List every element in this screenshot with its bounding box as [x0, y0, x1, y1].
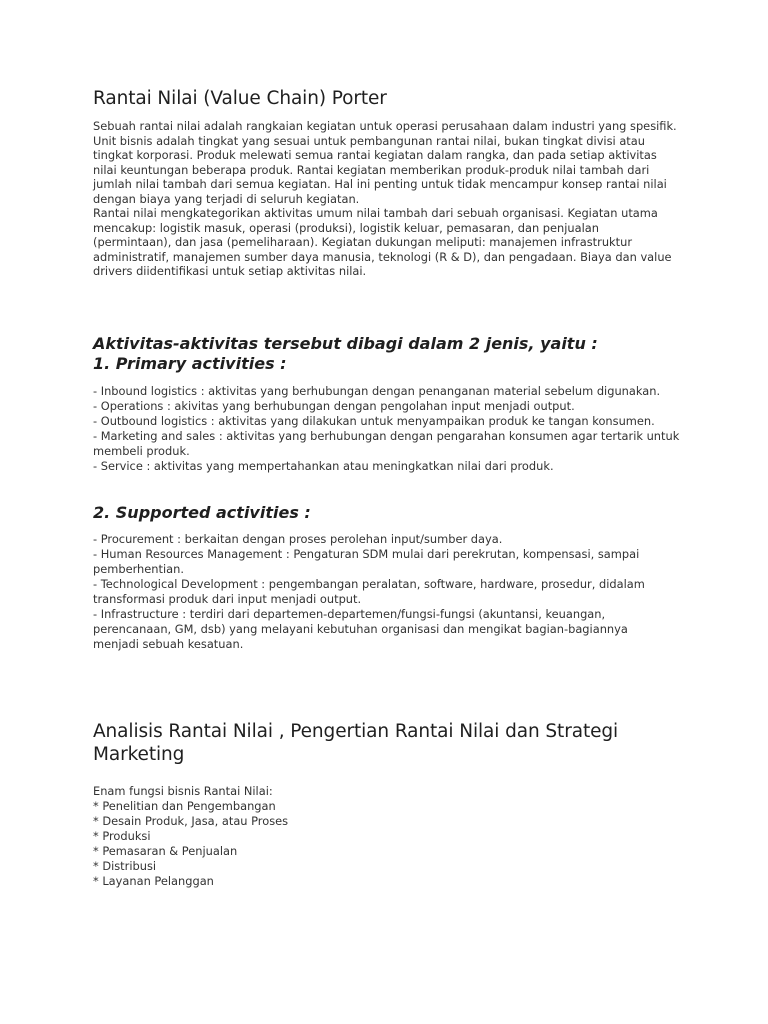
list-supported-activities: [93, 532, 645, 652]
list-item: pemberhentian.: [93, 562, 184, 576]
text-line: drivers diidentifikasi untuk setiap aktivitas nilai.: [93, 264, 367, 278]
list-item: * Produksi: [93, 829, 151, 843]
list-item: * Layanan Pelanggan: [93, 874, 214, 888]
list-item: - Outbound logistics : aktivitas yang dilakukan untuk menyampaikan produk ke tangan konsumen.: [93, 414, 655, 428]
text-line: administratif, manajemen sumber daya manusia, teknologi (R & D), dan pengadaan. Biaya dan value: [93, 249, 672, 264]
section-title-analysis-line2: Marketing: [93, 744, 185, 765]
list-item: - Procurement : berkaitan dengan proses perolehan input/sumber daya.: [93, 532, 503, 546]
section-title-analysis-line1: Analisis Rantai Nilai , Pengertian Rantai Nilai dan Strategi: [93, 721, 619, 742]
list-item: transformasi produk dari input menjadi output.: [93, 592, 362, 606]
text-line: nilai keuntungan beberapa produk. Rantai kegiatan memberikan produk-produk nilai tambah dari: [93, 162, 650, 177]
list-item: - Technological Development : pengembangan peralatan, software, hardware, prosedur, didalam: [93, 577, 645, 591]
text-line: (permintaan), dan jasa (pemeliharaan). Kegiatan dukungan meliputi: manajemen infrastruktur: [93, 235, 633, 249]
list-item: * Distribusi: [93, 859, 157, 873]
list-item: - Operations : akivitas yang berhubungan dengan pengolahan input menjadi output.: [93, 399, 575, 413]
section-title-activity-types: Aktivitas-aktivitas tersebut dibagi dalam 2 jenis, yaitu :: [93, 334, 598, 353]
text-line: Rantai nilai mengkategorikan aktivitas umum nilai tambah dari sebuah organisasi. Kegiatan utama: [93, 206, 658, 220]
list-item: membeli produk.: [93, 444, 190, 458]
text-line: mencakup: logistik masuk, operasi (produksi), logistik keluar, pemasaran, dan penjualan: [93, 220, 599, 235]
list-item: - Service : aktivitas yang mempertahankan atau meningkatkan nilai dari produk.: [93, 459, 554, 473]
paragraph-value-chain: [93, 119, 677, 279]
list-item: - Human Resources Management : Pengaturan SDM mulai dari perekrutan, kompensasi, sampai: [93, 547, 640, 561]
text-line: Sebuah rantai nilai adalah rangkaian kegiatan untuk operasi perusahaan dalam industri yang spesifik.: [93, 119, 677, 133]
list-item: - Infrastructure : terdiri dari departemen-departemen/fungsi-fungsi (akuntansi, keuangan,: [93, 607, 606, 621]
section-title-value-chain: Rantai Nilai (Value Chain) Porter: [93, 88, 387, 109]
text-line: Unit bisnis adalah tingkat yang sesuai untuk pembangunan rantai nilai, bukan tingkat divisi atau: [93, 133, 645, 148]
list-business-functions: [93, 784, 288, 889]
list-item: perencanaan, GM, dsb) yang melayani kebutuhan organisasi dan mengikat bagian-bagiannya: [93, 622, 628, 636]
list-item: * Penelitian dan Pengembangan: [93, 799, 276, 813]
list-item: - Inbound logistics : aktivitas yang berhubungan dengan penanganan material sebelum digunakan.: [93, 384, 661, 398]
list-item: menjadi sebuah kesatuan.: [93, 637, 244, 651]
list-item: * Pemasaran & Penjualan: [93, 844, 238, 858]
list-item: - Marketing and sales : aktivitas yang berhubungan dengan pengarahan konsumen agar tertarik untuk: [93, 429, 680, 443]
list-primary-activities: [93, 384, 679, 474]
text-line: tingkat korporasi. Produk melewati semua rantai kegiatan dalam rangka, dan pada setiap aktivitas: [93, 148, 657, 162]
subsection-title-supported: 2. Supported activities :: [93, 503, 311, 522]
list-intro: Enam fungsi bisnis Rantai Nilai:: [93, 784, 273, 798]
text-line: dengan biaya yang terjadi di seluruh kegiatan.: [93, 191, 360, 206]
text-line: jumlah nilai tambah dari semua kegiatan. Hal ini penting untuk tidak mencampur konsep rantai nilai: [93, 177, 667, 191]
subsection-title-primary: 1. Primary activities :: [93, 354, 287, 373]
list-item: * Desain Produk, Jasa, atau Proses: [93, 814, 289, 828]
